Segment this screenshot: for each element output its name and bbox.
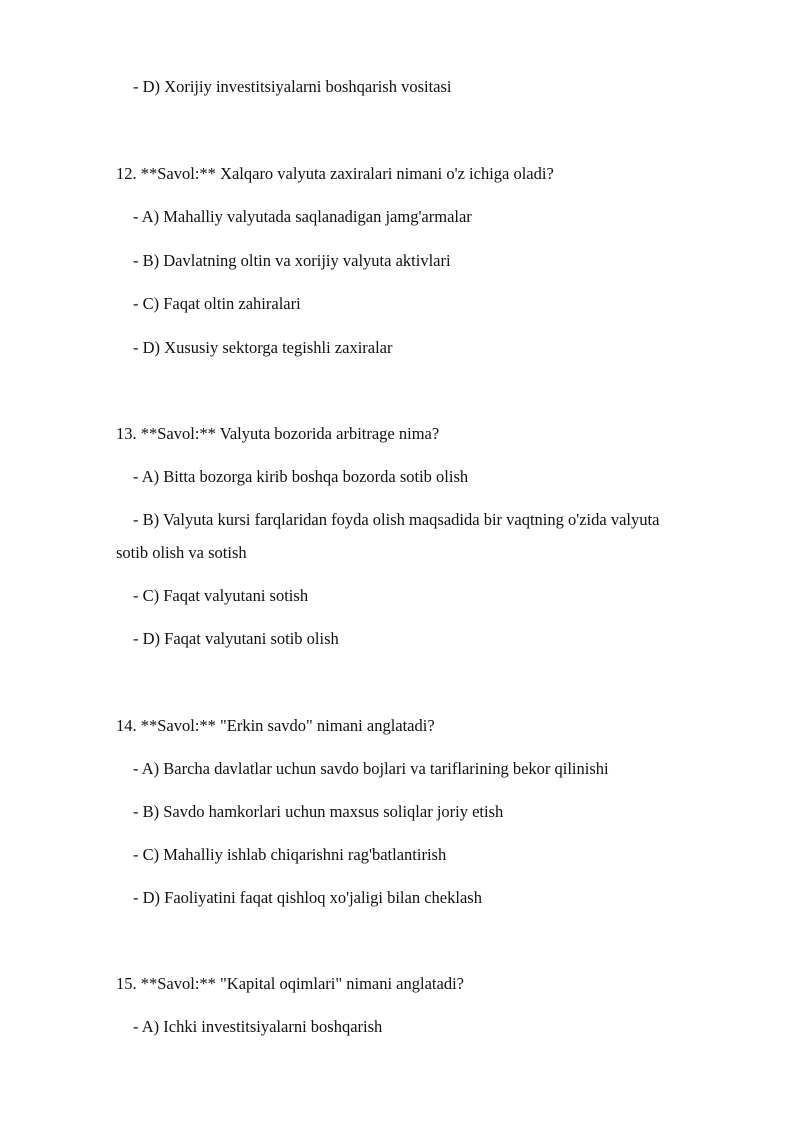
question-14: 14. **Savol:** "Erkin savdo" nimani anglatadi? [116,716,435,735]
question-12-option-a: - A) Mahalliy valyutada saqlanadigan jamg'armalar [133,207,472,226]
question-15: 15. **Savol:** "Kapital oqimlari" nimani anglatadi? [116,974,464,993]
question-13: 13. **Savol:** Valyuta bozorida arbitrage nima? [116,424,440,443]
question-13-option-b-continued: sotib olish va sotish [116,543,247,562]
question-13-option-c: - C) Faqat valyutani sotish [133,586,309,605]
question-15-option-a: - A) Ichki investitsiyalarni boshqarish [133,1017,383,1036]
question-14-option-a: - A) Barcha davlatlar uchun savdo bojlari va tariflarining bekor qilinishi [133,759,609,778]
question-12-option-c: - C) Faqat oltin zahiralari [133,294,301,313]
question-12-option-b: - B) Davlatning oltin va xorijiy valyuta aktivlari [133,251,451,270]
question-12: 12. **Savol:** Xalqaro valyuta zaxiralari nimani o'z ichiga oladi? [116,164,554,183]
question-14-option-c: - C) Mahalliy ishlab chiqarishni rag'batlantirish [133,845,447,864]
question-12-option-d: - D) Xususiy sektorga tegishli zaxiralar [133,338,393,357]
question-13-option-b: - B) Valyuta kursi farqlaridan foyda olish maqsadida bir vaqtning o'zida valyuta [133,510,660,529]
question-14-option-d: - D) Faoliyatini faqat qishloq xo'jaligi bilan cheklash [133,888,482,907]
option-d-prev: - D) Xorijiy investitsiyalarni boshqarish vositasi [133,77,452,96]
question-13-option-a: - A) Bitta bozorga kirib boshqa bozorda sotib olish [133,467,469,486]
question-13-option-d: - D) Faqat valyutani sotib olish [133,629,339,648]
question-14-option-b: - B) Savdo hamkorlari uchun maxsus soliqlar joriy etish [133,802,504,821]
